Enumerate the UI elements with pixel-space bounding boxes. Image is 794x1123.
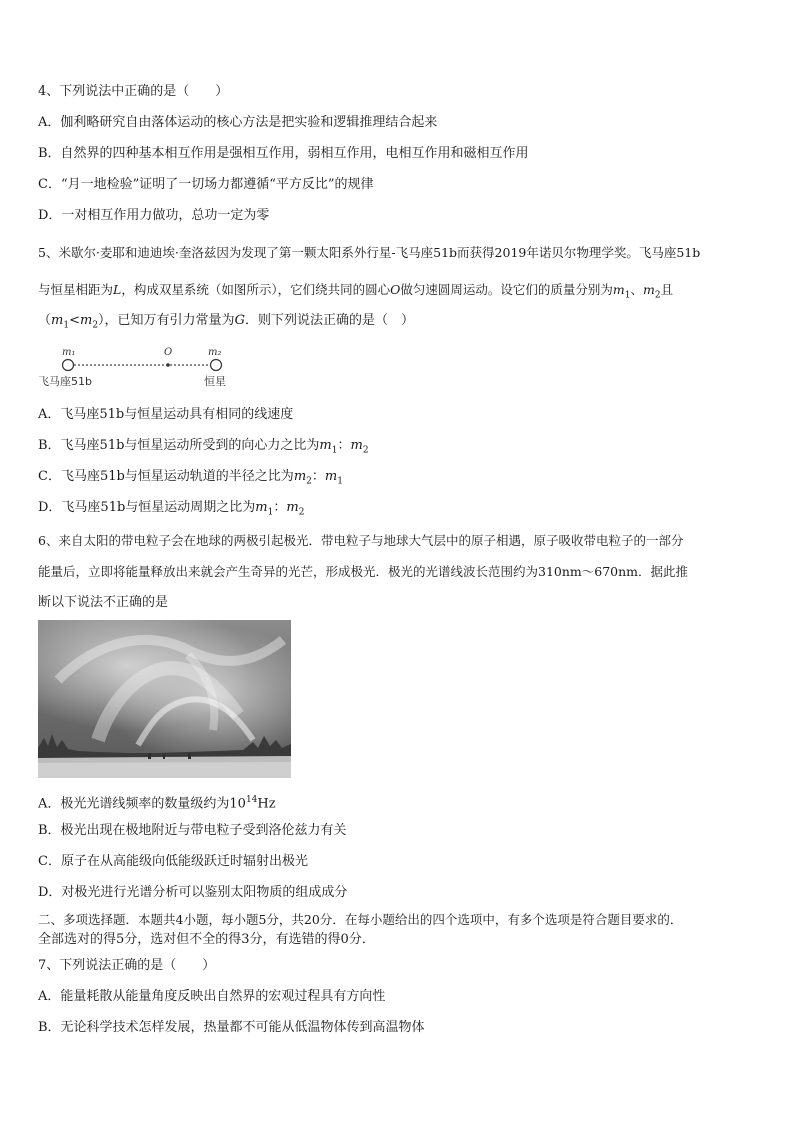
q6-stem-line1: 6、来自太阳的带电粒子会在地球的两极引起极光．带电粒子与地球大气层中的原子相遇，原子吸收带电粒子的一部分 [38, 533, 684, 548]
q6-option-c: C．原子在从高能级向低能级跃迁时辐射出极光 [38, 854, 308, 869]
diagram-planet-label: 飞马座51b [38, 375, 92, 388]
q7-option-b: B．无论科学技术怎样发展，热量都不可能从低温物体传到高温物体 [38, 1020, 425, 1035]
q6-option-b: B．极光出现在极地附近与带电粒子受到洛伦兹力有关 [38, 823, 347, 838]
q4-option-a: A．伽利略研究自由落体运动的核心方法是把实验和逻辑推理结合起来 [38, 115, 438, 130]
diagram-m1-label: m₁ [62, 347, 76, 358]
q7-stem: 7、下列说法正确的是（ ） [38, 958, 216, 973]
q6-stem-line2: 能量后，立即将能量释放出来就会产生奇异的光芒，形成极光．极光的光谱线波长范围约为310nm～670nm．据此推 [38, 564, 689, 579]
aurora-photo [38, 620, 291, 778]
q4-option-b: B．自然界的四种基本相互作用是强相互作用，弱相互作用，电相互作用和磁相互作用 [38, 146, 529, 161]
q5-option-c: C．飞马座51b与恒星运动轨道的半径之比为$m_2$：$m_1$ [38, 469, 343, 487]
q5-option-b: B．飞马座51b与恒星运动所受到的向心力之比为$m_1$：$m_2$ [38, 438, 369, 456]
q4-stem: 4、下列说法中正确的是（ ） [38, 84, 229, 99]
q5-stem-line3: $(m_1<m_2)$，已知万有引力常量为G．则下列说法正确的是（ ） [38, 313, 414, 331]
center-point [166, 363, 170, 367]
section2-instruction-line2: 全部选对的得5分，选对但不全的得3分，有选错的得0分． [38, 932, 375, 947]
q5-stem-line2: 与恒星相距为L，构成双星系统（如图所示），它们绕共同的圆心O做匀速圆周运动。设它们的质量分别为$m_1$、$m_2$且 [38, 282, 674, 301]
section2-instruction-line1: 二、多项选择题．本题共4小题，每小题5分，共20分．在每小题给出的四个选项中，有多个选项是符合题目要求的． [38, 912, 683, 927]
q5-option-d: D．飞马座51b与恒星运动周期之比为$m_1$：$m_2$ [38, 500, 305, 518]
diagram-star-label: 恒星 [204, 375, 226, 388]
q5-option-a: A．飞马座51b与恒星运动具有相同的线速度 [38, 407, 294, 422]
q4-option-c: C．“月一地检验”证明了一切场力都遵循“平方反比”的规律 [38, 177, 374, 192]
planet-circle [63, 360, 74, 371]
diagram-o-label: O [164, 347, 173, 358]
diagram-m2-label: m₂ [208, 347, 222, 358]
q4-option-d: D．一对相互作用力做功，总功一定为零 [38, 208, 270, 223]
q7-option-a: A．能量耗散从能量角度反映出自然界的宏观过程具有方向性 [38, 989, 386, 1004]
star-circle [211, 360, 222, 371]
q5-stem-line1: 5、米歇尔·麦耶和迪迪埃·奎洛兹因为发现了第一颗太阳系外行星-飞马座51b而获得2019年诺贝尔物理学奖。飞马座51b [38, 245, 701, 260]
q6-stem-line3: 断以下说法不正确的是 [38, 595, 169, 610]
q6-option-d: D．对极光进行光谱分析可以鉴别太阳物质的组成成分 [38, 885, 348, 900]
binary-star-diagram [38, 344, 238, 390]
q6-option-a: A．极光光谱线频率的数量级约为$10^{14}Hz$ [38, 795, 276, 812]
